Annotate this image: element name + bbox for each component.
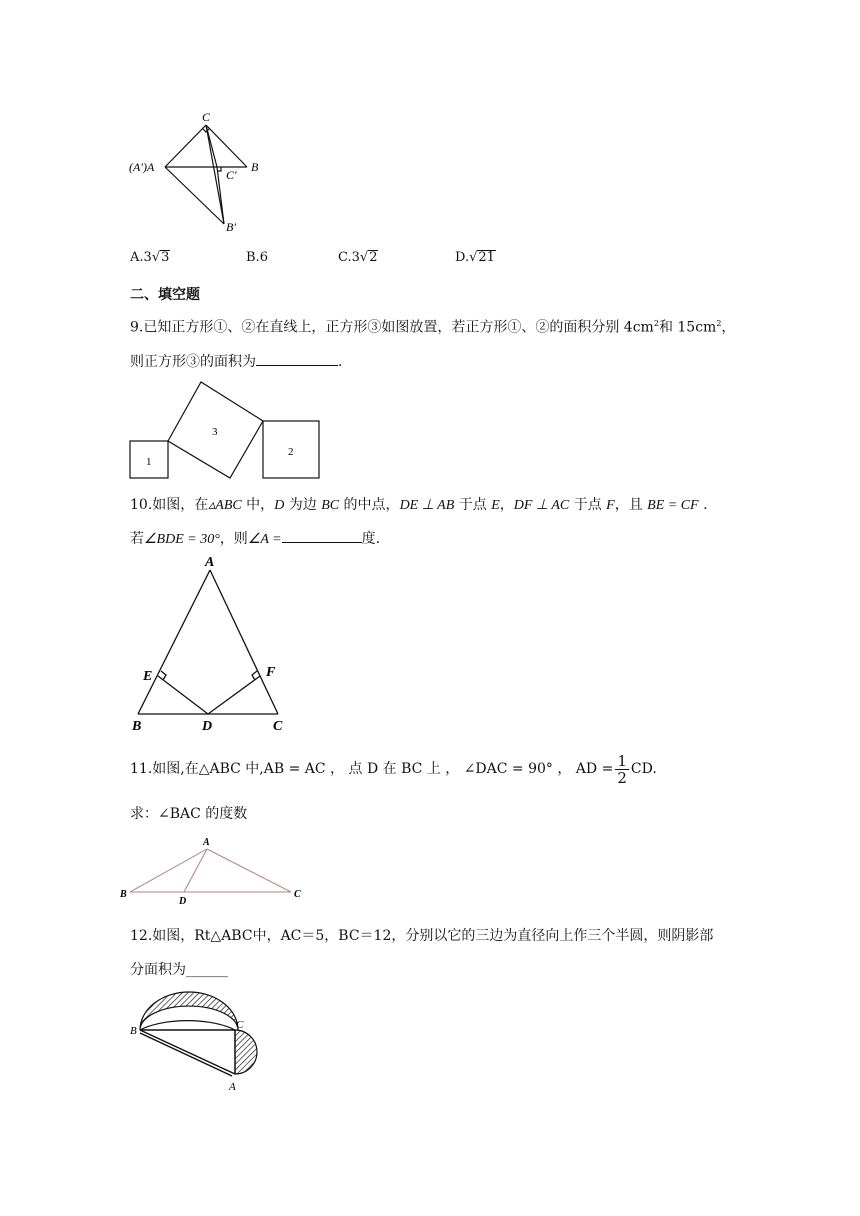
math-term: D bbox=[274, 498, 285, 513]
question-text: 的中点， bbox=[339, 497, 400, 513]
question-text: 10.如图，在 bbox=[130, 497, 209, 513]
question-text: 中， bbox=[241, 497, 275, 513]
label-b: B bbox=[130, 1025, 137, 1037]
question-text: ， bbox=[499, 497, 514, 513]
option-a-letter: A. bbox=[130, 250, 144, 265]
option-c[interactable]: C.3√2 bbox=[338, 250, 378, 265]
q9-figure bbox=[128, 380, 324, 482]
label-e: E bbox=[143, 669, 153, 684]
math-term: F bbox=[606, 498, 615, 513]
q8-figure bbox=[125, 108, 275, 238]
label-a: A bbox=[203, 837, 210, 848]
math-term: BE = CF bbox=[647, 498, 699, 513]
option-d[interactable]: D.√21 bbox=[455, 250, 495, 265]
option-d-letter: D. bbox=[455, 250, 470, 265]
question-text: 于点 bbox=[569, 497, 607, 513]
question-text: ，且 bbox=[614, 497, 648, 513]
question-text: 于点 bbox=[454, 497, 492, 513]
option-a[interactable]: A.3√3 bbox=[130, 250, 170, 265]
q12-figure bbox=[128, 990, 273, 1100]
option-b-letter: B. bbox=[246, 250, 260, 265]
label-c: C bbox=[294, 889, 301, 900]
q9-answer-blank[interactable] bbox=[256, 350, 338, 366]
q11-line1: 11.如图,在△ABC 中,AB = AC ， 点 D 在 BC 上 ， ∠DAC = 90° ， AD = $\frac{1}{2}$ CD. bbox=[130, 751, 657, 787]
label-c: C bbox=[236, 1019, 244, 1031]
q11-figure bbox=[116, 834, 311, 906]
label-a: A bbox=[229, 1081, 236, 1093]
label-b: B bbox=[132, 719, 142, 734]
fraction-one-half: $\frac{1}{2}$ bbox=[617, 751, 627, 787]
sqrt-icon: √ bbox=[151, 250, 161, 265]
label-f: F bbox=[266, 665, 276, 680]
q10-answer-blank[interactable] bbox=[282, 527, 362, 543]
q10-line1 bbox=[130, 495, 708, 516]
shaded-region-ac bbox=[235, 1030, 257, 1074]
label-cprime: C′ bbox=[226, 168, 237, 182]
square-1-label: 1 bbox=[146, 456, 152, 468]
math-term: BC bbox=[321, 498, 340, 513]
math-term: ▵ABC bbox=[208, 498, 242, 513]
q9-line2: 则正方形③的面积为 . bbox=[130, 350, 342, 372]
label-b: B bbox=[251, 160, 259, 174]
option-c-letter: C. bbox=[338, 250, 352, 265]
question-text: 为边 bbox=[284, 497, 322, 513]
math-term: E bbox=[491, 498, 500, 513]
label-c: C bbox=[202, 110, 211, 124]
label-c: C bbox=[273, 719, 283, 734]
q12-line2: 分面积为______ bbox=[130, 962, 228, 978]
label-bprime: B′ bbox=[226, 220, 236, 234]
q9-line1: 9.已知正方形①、②在直线上，正方形③如图放置，若正方形①、②的面积分别 $4cm^2$和 $15cm^2$， bbox=[130, 319, 736, 336]
label-a: (A′)A bbox=[129, 160, 155, 174]
math-term: DE ⊥ AB bbox=[399, 498, 455, 513]
option-b[interactable]: B.6 bbox=[246, 250, 268, 265]
sqrt-icon: √ bbox=[469, 250, 478, 265]
q10-figure bbox=[128, 552, 298, 737]
q11-line2: 求：∠BAC 的度数 bbox=[130, 806, 248, 822]
label-d: D bbox=[202, 719, 213, 734]
question-text: . bbox=[698, 497, 708, 513]
math-term: DF ⊥ AC bbox=[513, 498, 570, 513]
label-a: A bbox=[205, 555, 215, 570]
q10-line2: 若∠BDE = 30°，则∠A = 度. bbox=[130, 527, 380, 550]
square-3-label: 3 bbox=[212, 426, 218, 438]
q12-line1: 12.如图，Rt△ABC中，AC＝5，BC＝12，分别以它的三边为直径向上作三个半圆，则阴影部 bbox=[130, 928, 714, 944]
sqrt-icon: √ bbox=[359, 250, 369, 265]
label-b: B bbox=[120, 889, 127, 900]
square-2-label: 2 bbox=[288, 446, 294, 458]
section-heading: 二、填空题 bbox=[130, 287, 200, 303]
label-d: D bbox=[179, 896, 187, 906]
